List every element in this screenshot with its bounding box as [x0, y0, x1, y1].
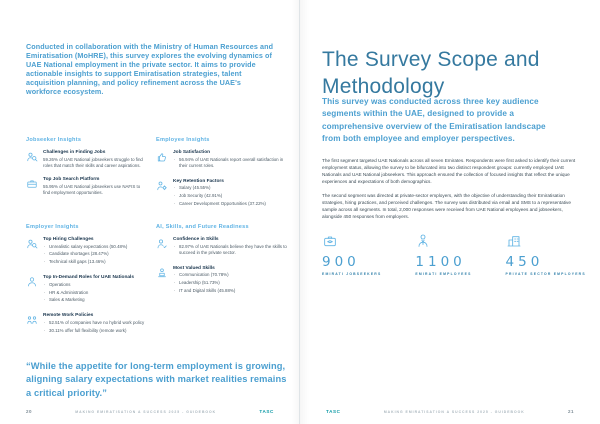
- insight-bullets: [43, 244, 148, 266]
- bullet: · Communication (70.78%): [173, 272, 290, 278]
- stat-label: EMIRATI EMPLOYEES: [415, 272, 472, 276]
- bullet: · Technical skill gaps (13.46%): [43, 259, 148, 265]
- insight-bullets: [173, 272, 290, 294]
- briefcase-graduate-icon: [322, 233, 338, 249]
- section-title: Jobseeker Insights: [26, 137, 82, 143]
- thumbs-up-icon: [156, 151, 168, 163]
- page-gutter-shadow: [291, 0, 309, 424]
- insight-item: [156, 150, 290, 171]
- pull-quote: “While the appetite for long-term employment is growing, aligning salary expectations with market realities remains a critical priority.”: [26, 361, 287, 398]
- tasc-logo: TASC: [259, 409, 274, 414]
- insight-item: [26, 275, 148, 305]
- insight-bullets: [43, 320, 148, 334]
- right-page-footer: [326, 409, 574, 414]
- stat-private-sector-employers: [506, 233, 586, 276]
- confidence-person-icon: [156, 238, 168, 250]
- bullet: · Sales & Marketing: [43, 297, 148, 303]
- methodology-paragraph-2: The second segment was directed at private-sector employers, with the objective of understanding their Emiratisation strategies, hiring practices, and perceived challenges. The survey was distributed via email and SMS to a representative sample across all segments. In total, 2,000 responses were received from UAE National employees and jobseekers, alongside 450 responses from employers.: [322, 192, 572, 219]
- insight-text: 55.95% of UAE National jobseekers use NAFIS to find employment opportunities.: [43, 183, 141, 196]
- insight-bullets: [43, 282, 148, 304]
- section-ai-skills-readiness: [156, 224, 290, 304]
- footer-title: MAKING EMIRATISATION A SUCCESS 2025 - GUIDEBOOK: [383, 410, 525, 414]
- insight-text: 59.26% of UAE National jobseekers struggle to find roles that match their skills and career aspirations.: [43, 156, 143, 168]
- briefcase-icon: [26, 178, 38, 190]
- bullet: · Candidate shortages (28.47%): [43, 251, 148, 257]
- bullet: · Leadership (51.73%): [173, 280, 290, 286]
- person-icon: [26, 276, 38, 288]
- insight-bullets: [173, 185, 290, 207]
- section-title: Employer Insights: [26, 224, 79, 230]
- bullet: · Unrealistic salary expectations (50.48%): [43, 244, 148, 250]
- section-title: Employee Insights: [156, 137, 210, 143]
- scope-intro-paragraph: This survey was conducted across three key audience segments within the UAE, designed to provide a comprehensive overview of the Emiratisation landscape from both employee and employer perspectives.: [322, 97, 546, 144]
- insight-heading: Job Satisfaction: [173, 150, 211, 155]
- person-magnifier-icon: [26, 238, 38, 250]
- insight-heading: Top In-Demand Roles for UAE Nationals: [43, 275, 135, 281]
- stat-label: PRIVATE SECTOR EMPLOYERS: [505, 272, 586, 276]
- insight-bullets: [173, 244, 290, 257]
- section-jobseeker-insights: [26, 137, 148, 205]
- page-number: 20: [26, 409, 33, 414]
- section-title: AI, Skills, and Future Readiness: [156, 224, 249, 230]
- bullet: · Career Development Opportunities (37.22%): [173, 201, 290, 207]
- section-employee-insights: [156, 137, 290, 217]
- page-gutter-line: [299, 0, 300, 424]
- bullet: · Job Security (42.91%): [173, 193, 290, 199]
- insight-heading: Top Job Search Platform: [43, 177, 100, 183]
- insight-item: [26, 177, 148, 196]
- bullet: · 82.97% of UAE Nationals believe they have the skills to succeed in the private sector.: [173, 244, 290, 257]
- methodology-paragraph-1: The first segment targeted UAE Nationals across all seven Emirates. Respondents were first asked to identify their current employment status, allowing the survey to be bifurcated into two distinct respondent groups: currently employed UAE Nationals and UAE National jobseekers. This approach ensured the collection of focused insights that reflect the unique experiences and expectations of both demographics.: [322, 158, 576, 185]
- collaboration-intro-paragraph: Conducted in collaboration with the Ministry of Human Resources and Emiratisation (MoHRE), this survey explores the evolving dynamics of UAE National employment in the private sector. It aims to provide actionable insights to support Emiratisation strategies, talent acquisition planning, and policy refinement across the UAE's workforce ecosystem.: [26, 42, 274, 96]
- bullet: · 30.11% offer full flexibility (remote work): [43, 328, 148, 334]
- insight-item: [26, 313, 148, 335]
- page-number: 21: [567, 409, 574, 414]
- left-page-footer: [26, 409, 274, 414]
- employee-person-icon: [415, 233, 431, 249]
- employer-building-icon: [506, 233, 522, 249]
- stat-number: 900: [322, 254, 360, 270]
- insight-heading: Top Hiring Challenges: [43, 237, 94, 242]
- bullet: · HR & Administration: [43, 290, 148, 296]
- insight-item: [156, 179, 290, 209]
- section-employer-insights: [26, 224, 148, 344]
- person-gear-icon: [156, 180, 168, 192]
- stat-emirati-jobseekers: [322, 233, 381, 276]
- insight-item: [26, 150, 148, 169]
- footer-title: MAKING EMIRATISATION A SUCCESS 2025 - GUIDEBOOK: [75, 410, 217, 414]
- stat-label: EMIRATI JOBSEEKERS: [322, 272, 382, 276]
- insight-item: [156, 237, 290, 258]
- insight-heading: Remote Work Policies: [43, 313, 94, 319]
- bullet: · 52.51% of companies have no hybrid work policy: [43, 320, 148, 326]
- insight-heading: Key Retention Factors: [173, 178, 224, 184]
- insight-bullets: [173, 157, 290, 170]
- remote-work-icon: [26, 314, 38, 326]
- stat-emirati-employees: [415, 233, 471, 276]
- survey-sample-stats: [322, 233, 586, 276]
- insight-item: [156, 266, 290, 296]
- bullet: · Operations: [43, 282, 148, 288]
- stat-number: 450: [505, 254, 544, 270]
- tasc-logo: TASC: [326, 409, 341, 414]
- insight-heading: Most Valued Skills: [173, 265, 215, 271]
- methodology-paragraphs: [322, 157, 576, 226]
- bullet: · Salary (45.55%): [173, 185, 290, 191]
- stat-number: 1100: [415, 254, 466, 270]
- bullet: · IT and Digital Skills (45.88%): [173, 288, 290, 294]
- insight-item: [26, 237, 148, 267]
- insight-heading: Challenges in Finding Jobs: [43, 150, 106, 155]
- jobseeker-search-icon: [26, 151, 38, 163]
- page-title: The Survey Scope and Methodology: [322, 48, 540, 98]
- insight-heading: Confidence in Skills: [173, 237, 219, 242]
- laptop-person-icon: [156, 267, 168, 279]
- bullet: · 56.94% of UAE Nationals report overall satisfaction in their current roles.: [173, 157, 290, 170]
